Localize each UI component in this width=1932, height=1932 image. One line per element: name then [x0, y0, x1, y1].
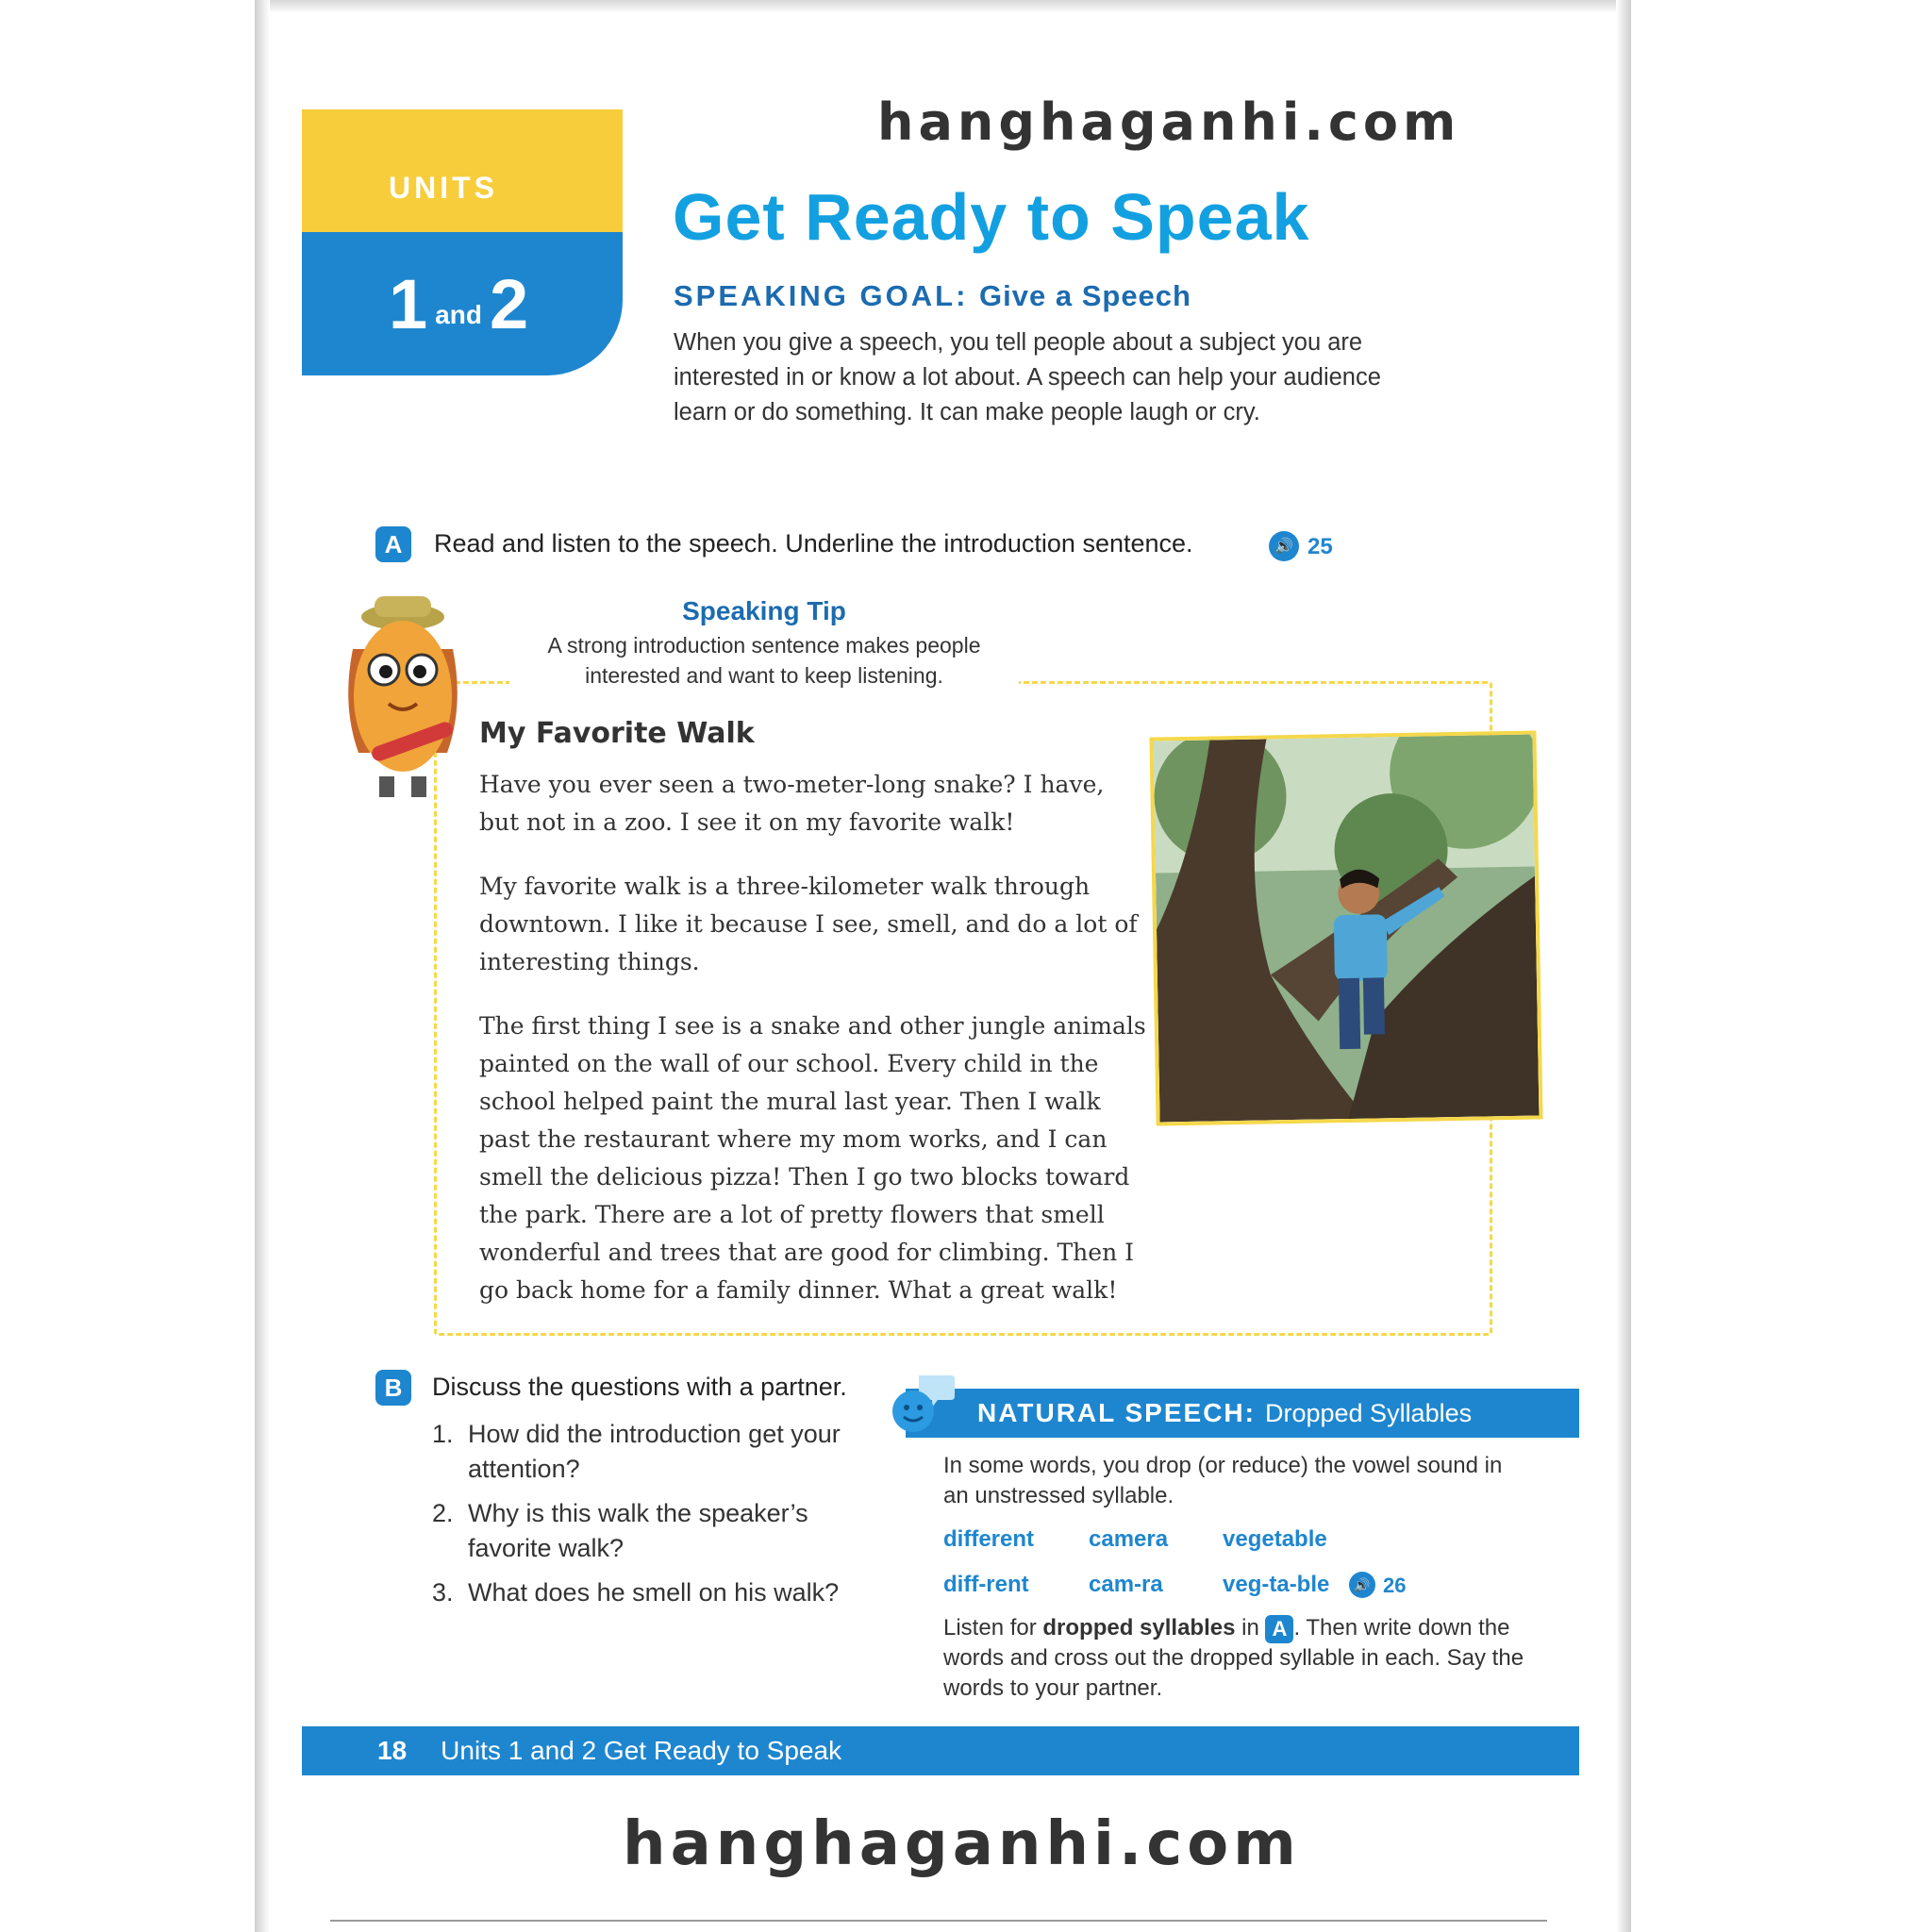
- speaker-icon[interactable]: 🔊: [1269, 531, 1299, 561]
- units-label: UNITS: [389, 171, 498, 205]
- page-number: 18: [377, 1736, 408, 1765]
- natural-speech-instructions: Listen for dropped syllables in A . Then write down the words and cross out the dropped syllable in each. Say the words to your partner.: [943, 1615, 1524, 1701]
- page-shadow-right: [1616, 0, 1631, 1932]
- section-b-instruction: Discuss the questions with a partner.: [432, 1373, 847, 1401]
- units-badge-top: [302, 109, 623, 232]
- mascot-icon: [332, 592, 474, 800]
- word-vegetable: vegetable: [1223, 1526, 1327, 1552]
- speech-bubble-smiley-icon: [891, 1372, 955, 1436]
- speech-paragraph-2: My favorite walk is a three-kilometer walk through downtown. I like it because I see, smell, and do a lot of interesting things.: [479, 873, 1138, 975]
- speaking-goal-label: SPEAKING GOAL:: [674, 279, 969, 312]
- question-3: 3. What does he smell on his walk?: [432, 1578, 840, 1607]
- speaking-goal-subheading: Give a Speech: [979, 279, 1191, 312]
- speech-paragraph-3: The first thing I see is a snake and other jungle animals painted on the wall of our school. Every child in the school helped paint the mural last year. Then I walk past the restaurant where my mom works, and I can smell the delicious pizza! Then I go two blocks toward the park. There are a lot of pretty flowers that smell wonderful and trees that are good for climbing. Then I go back home for a family dinner. What a great walk!: [479, 1012, 1146, 1304]
- section-a-instruction: Read and listen to the speech. Underline the introduction sentence.: [434, 529, 1193, 558]
- speaking-goal-heading: [674, 279, 1191, 313]
- discussion-questions: [432, 1417, 875, 1620]
- word-cam-ra: cam-ra: [1089, 1572, 1163, 1597]
- word-diff-rent: diff-rent: [943, 1572, 1029, 1597]
- speaking-tip-title: Speaking Tip: [682, 596, 846, 625]
- speech-title: My Favorite Walk: [479, 717, 755, 750]
- natural-speech-heading: NATURAL SPEECH:: [977, 1398, 1256, 1427]
- section-a-ref-badge: A: [1265, 1615, 1293, 1643]
- page-title: Get Ready to Speak: [673, 180, 1310, 254]
- section-b-badge: B: [375, 1370, 411, 1406]
- photo-illustration: [1154, 735, 1540, 1123]
- page-shadow-top: [270, 0, 1616, 13]
- units-and: and: [435, 300, 482, 329]
- section-a-badge: A: [375, 526, 411, 562]
- speaking-tip-text: A strong introduction sentence makes people interested and want to keep listening.: [547, 633, 981, 688]
- page-bottom-edge: [330, 1920, 1547, 1922]
- footer-title: Units 1 and 2 Get Ready to Speak: [441, 1736, 842, 1765]
- word-veg-ta-ble: veg-ta-ble: [1223, 1572, 1330, 1597]
- units-badge-bottom: [302, 232, 623, 375]
- boy-in-tree-photo: [1149, 730, 1542, 1125]
- units-number-2: 2: [489, 264, 529, 343]
- natural-speech-bar: [906, 1389, 1579, 1438]
- watermark-bottom: hanghaganhi.com: [623, 1809, 1301, 1879]
- word-different: different: [943, 1526, 1034, 1552]
- audio-track-26: 26: [1383, 1574, 1407, 1597]
- natural-speech-text: In some words, you drop (or reduce) the vowel sound in an unstressed syllable.: [943, 1453, 1503, 1508]
- word-camera: camera: [1089, 1526, 1169, 1552]
- natural-speech-subheading: Dropped Syllables: [1264, 1398, 1473, 1427]
- units-number-1: 1: [389, 264, 428, 343]
- speaking-tip-box: [509, 583, 1019, 696]
- speaker-icon[interactable]: 🔊: [1349, 1572, 1375, 1598]
- footer-bar: [302, 1726, 1579, 1775]
- watermark-top: hanghaganhi.com: [877, 92, 1461, 152]
- question-2: 2. Why is this walk the speaker’s favorite walk?: [432, 1499, 808, 1562]
- speech-paragraph-1: Have you ever seen a two-meter-long snake? I have, but not in a zoo. I see it on my favorite walk!: [479, 771, 1105, 836]
- units-badge: [302, 109, 623, 375]
- audio-track-25: 25: [1307, 534, 1333, 559]
- question-1: 1. How did the introduction get your attention?: [432, 1420, 841, 1483]
- speaking-goal-text: When you give a speech, you tell people about a subject you are interested in or know a lot about. A speech can help your audience learn or do something. It can make people laugh or cry.: [674, 329, 1381, 425]
- page-shadow-left: [255, 0, 270, 1932]
